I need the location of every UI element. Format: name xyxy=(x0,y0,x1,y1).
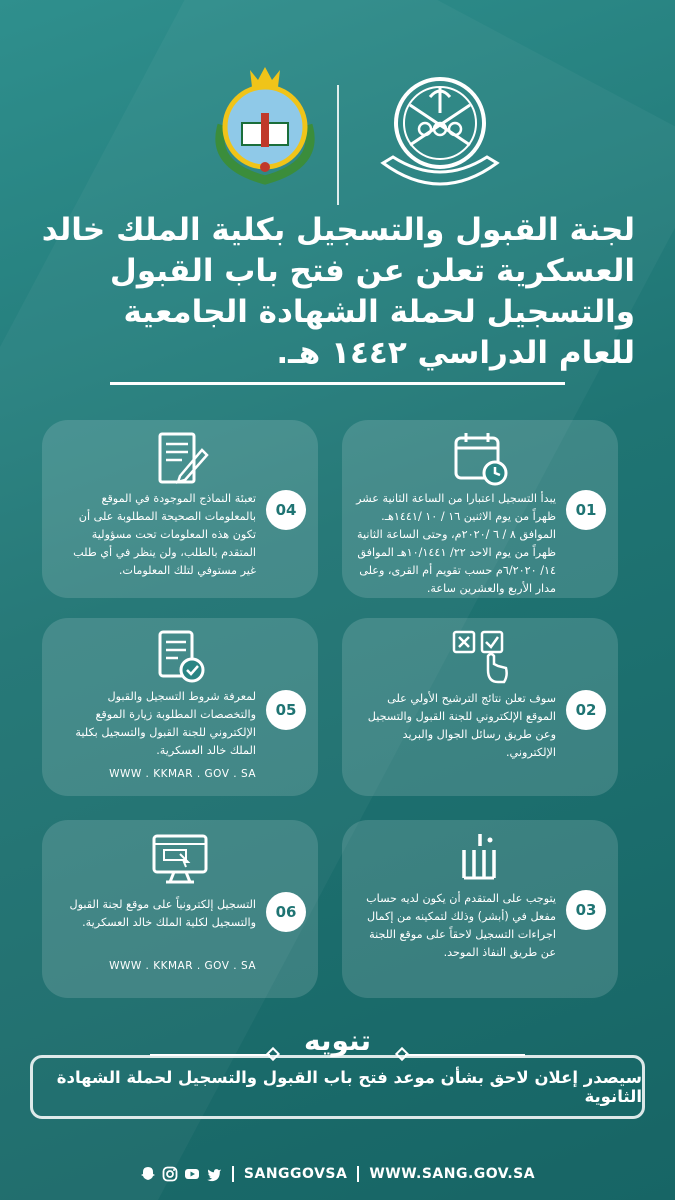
social-icons xyxy=(140,1166,222,1182)
website-url[interactable]: WWW.SANG.GOV.SA xyxy=(369,1166,536,1182)
national-guard-emblem-icon xyxy=(375,65,505,195)
step-text: سوف تعلن نتائج الترشيح الأولي على الموقع الإلكتروني للجنة القبول والتسجيل وعن طريق رسائل الجوال والبريد الإلكتروني. xyxy=(367,692,556,759)
step-card-04 xyxy=(42,420,318,598)
king-khalid-college-emblem-icon xyxy=(200,55,330,185)
logos-header xyxy=(0,55,675,205)
logo-divider xyxy=(337,85,339,205)
step-card-05 xyxy=(42,618,318,796)
notice-title: تنويه xyxy=(304,1024,371,1057)
step-number: 06 xyxy=(266,892,306,932)
step-number: 01 xyxy=(566,490,606,530)
calendar-clock-icon xyxy=(450,428,510,488)
title-divider xyxy=(110,382,565,385)
footer xyxy=(0,1163,675,1185)
twitter-icon[interactable] xyxy=(206,1166,222,1182)
step-text: تعبئة النماذج الموجودة في الموقع بالمعلومات الصحيحة المطلوبة على أن تكون هذه المعلومات تحت مسؤولية المتقدم بالطلب، ولن ينظر في أي طلب غير مستوفي لتلك المعلومات. xyxy=(73,492,256,577)
step-card-01 xyxy=(342,420,618,598)
step-number: 05 xyxy=(266,690,306,730)
step-card-06 xyxy=(42,820,318,998)
step-number: 03 xyxy=(566,890,606,930)
website-link[interactable]: WWW . KKMAR . GOV . SA xyxy=(109,768,256,780)
absher-logo-icon xyxy=(450,828,510,888)
step-card-02 xyxy=(342,618,618,796)
step-text: لمعرفة شروط التسجيل والقبول والتخصصات المطلوبة زيارة الموقع الإلكتروني للجنة القبول والتسجيل بكلية الملك خالد العسكرية. xyxy=(75,690,256,757)
snapchat-icon[interactable] xyxy=(140,1166,156,1182)
notice-text: سيصدر إعلان لاحق بشأن موعد فتح باب القبول والتسجيل لحملة الشهادة الثانوية xyxy=(56,1068,642,1106)
footer-separator xyxy=(232,1166,234,1182)
page-title: لجنة القبول والتسجيل بكلية الملك خالد العسكرية تعلن عن فتح باب القبول والتسجيل لحملة الشهادة الجامعية للعام الدراسي ١٤٤٢ هـ. xyxy=(41,212,635,371)
notice-box xyxy=(30,1055,645,1119)
footer-separator xyxy=(357,1166,359,1182)
step-number: 02 xyxy=(566,690,606,730)
step-number: 04 xyxy=(266,490,306,530)
step-text: التسجيل إلكترونياً على موقع لجنة القبول والتسجيل لكلية الملك خالد العسكرية. xyxy=(69,898,256,929)
step-text: يبدأ التسجيل اعتبارا من الساعة الثانية عشر ظهراً من يوم الاثنين ١٦ / ١٠ /١٤٤١هـ. الموافق ٨ / ٦ /٢٠٢٠م، وحتى الساعة الثانية ظهراً من يوم الاحد ٢٢/ ١٠/١٤٤١هـ الموافق ١٤/ ٦/٢٠٢٠م حسب تقويم أم القرى، وعلى مدار الأربع والعشرين ساعة. xyxy=(356,492,556,595)
step-card-03 xyxy=(342,820,618,998)
monitor-form-icon xyxy=(150,828,210,888)
website-link[interactable]: WWW . KKMAR . GOV . SA xyxy=(109,960,256,972)
document-check-icon xyxy=(150,626,210,686)
instagram-icon[interactable] xyxy=(162,1166,178,1182)
youtube-icon[interactable] xyxy=(184,1166,200,1182)
form-pen-icon xyxy=(150,428,210,488)
social-handle[interactable]: SANGGOVSA xyxy=(243,1166,348,1182)
checkbox-hand-icon xyxy=(450,626,510,686)
step-text: يتوجب على المتقدم أن يكون لديه حساب مفعل في (أبشر) وذلك لتمكينه من إكمال اجراءات التسجيل لاحقاً على موقع اللجنة عن طريق النفاذ الموحد. xyxy=(366,892,556,959)
